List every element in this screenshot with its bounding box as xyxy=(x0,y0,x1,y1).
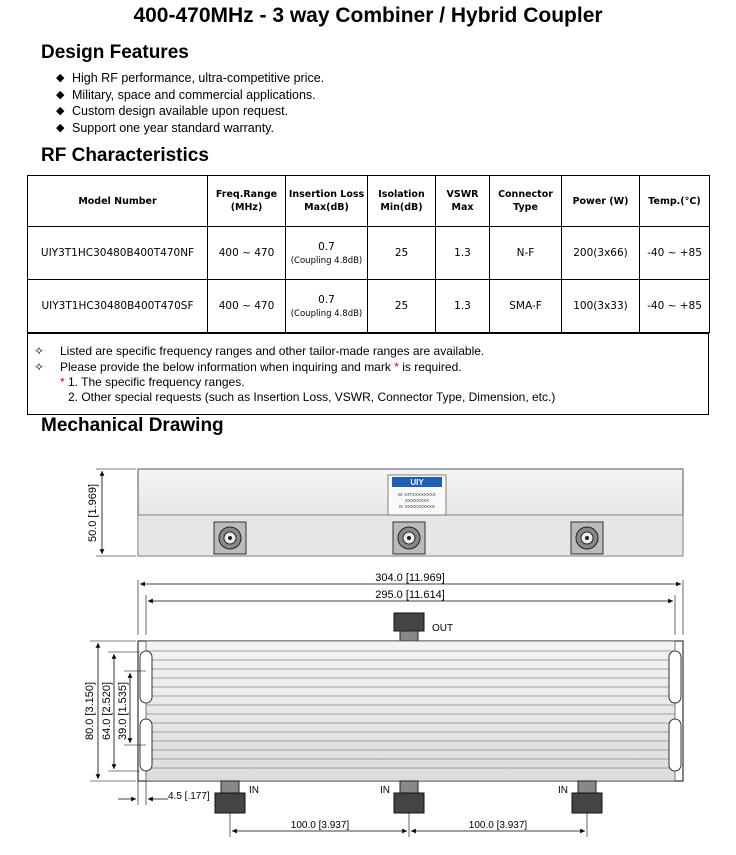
cell-power: 200(3x66) xyxy=(562,227,640,280)
in-label: IN xyxy=(380,785,390,796)
in-connector-icon xyxy=(215,781,245,813)
mounting-slot xyxy=(669,719,681,771)
diamond-bullet-icon: ◆ xyxy=(56,88,65,101)
table-row xyxy=(28,227,710,280)
in-connector-icon xyxy=(394,781,424,813)
dim-length-body-label: 295.0 [11.614] xyxy=(375,589,445,601)
top-view xyxy=(84,572,683,837)
plate-line: XXXXXXXX xyxy=(404,498,430,503)
dim-100-left-label: 100.0 [3.937] xyxy=(290,820,350,831)
cell-model: UIY3T1HC30480B400T470SF xyxy=(28,280,208,333)
cell-model: UIY3T1HC30480B400T470NF xyxy=(28,227,208,280)
table-header-row xyxy=(28,176,710,227)
connector-icon xyxy=(214,522,246,554)
cell-temp: -40 ~ +85 xyxy=(640,280,710,333)
star-outline-icon: ✧ xyxy=(34,344,45,358)
dim-45-label: 4.5 [.177] xyxy=(168,791,210,802)
label-plate xyxy=(388,475,446,515)
diamond-bullet-icon: ◆ xyxy=(56,121,65,134)
cell-freq: 400 ~ 470 xyxy=(208,280,286,333)
plate-line: N: XXXXXXXXXX xyxy=(399,504,435,509)
rf-characteristics-heading: RF Characteristics xyxy=(41,145,209,166)
in-label: IN xyxy=(558,785,568,796)
cell-vswr: 1.3 xyxy=(436,280,490,333)
diamond-bullet-icon: ◆ xyxy=(56,105,65,117)
cell-insertion-loss: 0.7 (Coupling 4.8dB) xyxy=(286,280,368,333)
dim-80-label: 80.0 [3.150] xyxy=(84,681,96,741)
table-row xyxy=(28,280,710,333)
header-model: Model Number xyxy=(28,176,208,227)
notes-box xyxy=(27,333,709,415)
feature-item: ◆ Military, space and commercial applications. xyxy=(56,87,316,102)
header-power: Power (W) xyxy=(562,176,640,227)
feature-item: ◆ High RF performance, ultra-competitive price. xyxy=(56,71,325,85)
note-item-1: * 1. The specific frequency ranges. xyxy=(60,375,245,389)
cell-vswr: 1.3 xyxy=(436,227,490,280)
feature-item: ◆ Custom design available upon request. xyxy=(56,104,289,118)
cell-connector: N-F xyxy=(490,227,562,280)
header-insertion-loss: Insertion Loss Max(dB) xyxy=(286,176,368,227)
cell-isolation: 25 xyxy=(368,280,436,333)
dim-39-label: 39.0 [1.535] xyxy=(117,681,129,741)
feature-item: ◆ Support one year standard warranty. xyxy=(56,120,274,135)
cell-freq: 400 ~ 470 xyxy=(208,227,286,280)
mounting-slot xyxy=(669,651,681,703)
dim-height-label: 50.0 [1.969] xyxy=(87,483,99,543)
note-item-2: 2. Other special requests (such as Insertion Loss, VSWR, Connector Type, Dimension, etc.) xyxy=(68,390,556,404)
cell-power: 100(3x33) xyxy=(562,280,640,333)
in-connector-icon xyxy=(572,781,602,813)
connector-icon xyxy=(571,522,603,554)
logo-text: UIY xyxy=(410,478,424,487)
dim-100-right-label: 100.0 [3.937] xyxy=(468,820,528,831)
page-title: 400-470MHz - 3 way Combiner / Hybrid Coupler xyxy=(133,4,603,27)
note-line-1: Listed are specific frequency ranges and other tailor-made ranges are available. xyxy=(60,344,485,358)
header-isolation: Isolation Min(dB) xyxy=(368,176,436,227)
plate-line: M: UIYXXXXXXXX xyxy=(398,492,436,497)
mechanical-drawing-heading: Mechanical Drawing xyxy=(41,415,224,436)
in-label: IN xyxy=(249,785,259,796)
out-label: OUT xyxy=(432,623,454,634)
mounting-slot xyxy=(140,651,152,703)
header-temp: Temp.(°C) xyxy=(640,176,710,227)
design-features-heading: Design Features xyxy=(41,42,189,63)
cell-temp: -40 ~ +85 xyxy=(640,227,710,280)
header-vswr: VSWR Max xyxy=(436,176,490,227)
star-outline-icon: ✧ xyxy=(34,360,45,374)
header-freq: Freq.Range (MHz) xyxy=(208,176,286,227)
cell-connector: SMA-F xyxy=(490,280,562,333)
side-view xyxy=(87,469,683,556)
mechanical-drawing xyxy=(0,445,736,855)
cell-insertion-loss: 0.7 (Coupling 4.8dB) xyxy=(286,227,368,280)
cell-isolation: 25 xyxy=(368,227,436,280)
diamond-bullet-icon: ◆ xyxy=(56,72,65,84)
header-connector: Connector Type xyxy=(490,176,562,227)
design-features-list xyxy=(56,70,324,136)
connector-icon xyxy=(393,522,425,554)
dim-length-total-label: 304.0 [11.969] xyxy=(375,572,445,584)
dim-64-label: 64.0 [2.520] xyxy=(101,681,113,741)
note-line-2: Please provide the below information when inquiring and mark * is required. xyxy=(60,360,462,374)
rf-characteristics-table xyxy=(27,175,710,333)
